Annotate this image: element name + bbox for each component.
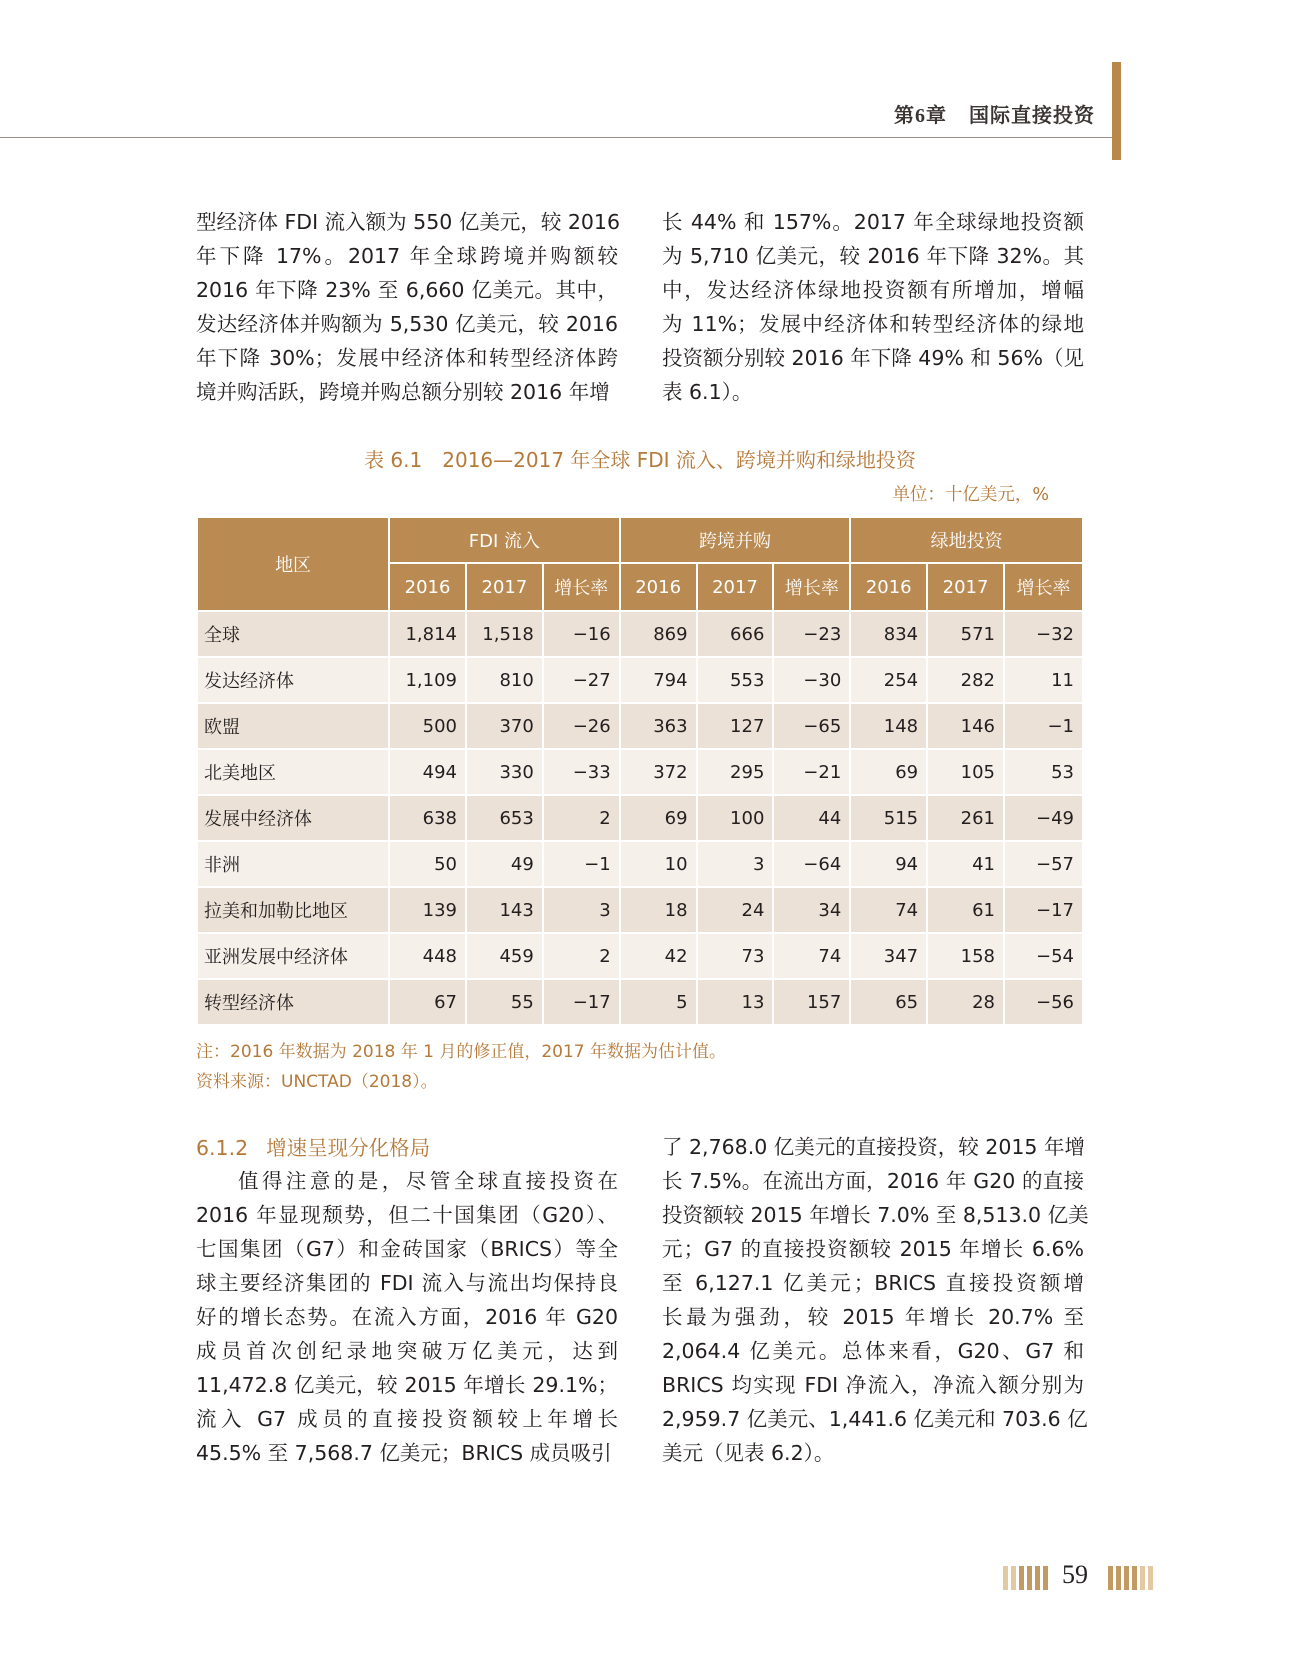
region-cell: 转型经济体 xyxy=(197,979,389,1025)
subheader-growth: 增长率 xyxy=(773,563,850,611)
value-cell: 363 xyxy=(620,703,697,749)
chapter-suffix: 章 xyxy=(926,103,947,127)
table-row xyxy=(197,703,1083,749)
value-cell: 148 xyxy=(850,703,927,749)
value-cell: 69 xyxy=(850,749,927,795)
value-cell: 13 xyxy=(697,979,774,1025)
value-cell: 127 xyxy=(697,703,774,749)
value-cell: 49 xyxy=(466,841,543,887)
value-cell: −49 xyxy=(1004,795,1083,841)
region-cell: 拉美和加勒比地区 xyxy=(197,887,389,933)
value-cell: 869 xyxy=(620,611,697,657)
value-cell: 494 xyxy=(389,749,466,795)
value-cell: 459 xyxy=(466,933,543,979)
paragraph-line: 好的增长态势。在流入方面，2016 年 G20 xyxy=(196,1305,618,1329)
region-cell: 非洲 xyxy=(197,841,389,887)
value-cell: 330 xyxy=(466,749,543,795)
value-cell: 638 xyxy=(389,795,466,841)
header-accent-bar xyxy=(1112,62,1121,160)
table-row xyxy=(197,611,1083,657)
value-cell: −30 xyxy=(773,657,850,703)
table-row xyxy=(197,841,1083,887)
value-cell: 347 xyxy=(850,933,927,979)
value-cell: −26 xyxy=(543,703,620,749)
region-cell: 发达经济体 xyxy=(197,657,389,703)
paragraph-line: 投资额较 2015 年增长 7.0% 至 8,513.0 亿美 xyxy=(662,1203,1089,1227)
value-cell: 42 xyxy=(620,933,697,979)
value-cell: 34 xyxy=(773,887,850,933)
paragraph-line: 长 7.5%。在流出方面，2016 年 G20 的直接 xyxy=(662,1169,1084,1193)
group-header-fdi: FDI 流入 xyxy=(389,517,620,563)
paragraph-line: 发达经济体并购额为 5,530 亿美元，较 2016 xyxy=(196,312,618,336)
value-cell: 74 xyxy=(773,933,850,979)
value-cell: 3 xyxy=(543,887,620,933)
value-cell: 653 xyxy=(466,795,543,841)
table-row xyxy=(197,979,1083,1025)
paragraph-line: 长最为强劲，较 2015 年增长 20.7% 至 xyxy=(662,1305,1084,1329)
right-column-bottom xyxy=(662,1130,1089,1470)
subheader-year-2017: 2017 xyxy=(697,563,774,611)
paragraph-line: 投资额分别较 2016 年下降 49% 和 56%（见 xyxy=(662,346,1084,370)
left-column-bottom xyxy=(196,1164,618,1470)
paragraph-line: 为 11%；发展中经济体和转型经济体的绿地 xyxy=(662,312,1084,336)
header-rule xyxy=(0,137,1112,138)
value-cell: 295 xyxy=(697,749,774,795)
value-cell: 67 xyxy=(389,979,466,1025)
fdi-table xyxy=(196,516,1084,1026)
value-cell: 18 xyxy=(620,887,697,933)
value-cell: 1,518 xyxy=(466,611,543,657)
region-cell: 亚洲发展中经济体 xyxy=(197,933,389,979)
value-cell: −32 xyxy=(1004,611,1083,657)
value-cell: 515 xyxy=(850,795,927,841)
paragraph-line: 11,472.8 亿美元，较 2015 年增长 29.1%； xyxy=(196,1373,618,1397)
value-cell: 553 xyxy=(697,657,774,703)
value-cell: 10 xyxy=(620,841,697,887)
value-cell: 2 xyxy=(543,795,620,841)
group-header-greenfield: 绿地投资 xyxy=(850,517,1083,563)
value-cell: 65 xyxy=(850,979,927,1025)
subheader-year-2017: 2017 xyxy=(927,563,1004,611)
value-cell: −56 xyxy=(1004,979,1083,1025)
right-column-top xyxy=(662,205,1084,409)
value-cell: −65 xyxy=(773,703,850,749)
region-cell: 北美地区 xyxy=(197,749,389,795)
value-cell: 61 xyxy=(927,887,1004,933)
paragraph-line: 了 2,768.0 亿美元的直接投资，较 2015 年增 xyxy=(662,1135,1085,1159)
value-cell: 28 xyxy=(927,979,1004,1025)
value-cell: 69 xyxy=(620,795,697,841)
section-title: 增速呈现分化格局 xyxy=(266,1136,431,1160)
value-cell: 794 xyxy=(620,657,697,703)
value-cell: −57 xyxy=(1004,841,1083,887)
value-cell: 158 xyxy=(927,933,1004,979)
value-cell: 53 xyxy=(1004,749,1083,795)
value-cell: −1 xyxy=(1004,703,1083,749)
paragraph-line: 长 44% 和 157%。2017 年全球绿地投资额 xyxy=(662,210,1084,234)
value-cell: 448 xyxy=(389,933,466,979)
value-cell: 500 xyxy=(389,703,466,749)
chapter-prefix: 第 xyxy=(894,103,915,127)
paragraph-line: 为 5,710 亿美元，较 2016 年下降 32%。其 xyxy=(662,244,1084,268)
value-cell: 372 xyxy=(620,749,697,795)
value-cell: −21 xyxy=(773,749,850,795)
value-cell: 105 xyxy=(927,749,1004,795)
value-cell: 834 xyxy=(850,611,927,657)
value-cell: 571 xyxy=(927,611,1004,657)
subheader-year-2016: 2016 xyxy=(850,563,927,611)
region-cell: 欧盟 xyxy=(197,703,389,749)
paragraph-line: 至 6,127.1 亿美元；BRICS 直接投资额增 xyxy=(662,1271,1084,1295)
value-cell: 100 xyxy=(697,795,774,841)
paragraph-line: 年下降 17%。2017 年全球跨境并购额较 xyxy=(196,244,618,268)
value-cell: 11 xyxy=(1004,657,1083,703)
paragraph-line: 值得注意的是，尽管全球直接投资在 xyxy=(238,1169,618,1193)
paragraph-line: 球主要经济集团的 FDI 流入与流出均保持良 xyxy=(196,1271,618,1295)
table-note: 注：2016 年数据为 2018 年 1 月的修正值，2017 年数据为估计值。 xyxy=(196,1042,727,1062)
value-cell: −17 xyxy=(543,979,620,1025)
table-caption: 表 6.1 2016—2017 年全球 FDI 流入、跨境并购和绿地投资 xyxy=(364,448,916,472)
value-cell: 282 xyxy=(927,657,1004,703)
value-cell: 3 xyxy=(697,841,774,887)
paragraph-line: 年下降 30%；发展中经济体和转型经济体跨 xyxy=(196,346,618,370)
value-cell: 55 xyxy=(466,979,543,1025)
subheader-growth: 增长率 xyxy=(543,563,620,611)
region-cell: 发展中经济体 xyxy=(197,795,389,841)
paragraph-line: 中，发达经济体绿地投资额有所增加，增幅 xyxy=(662,278,1084,302)
chapter-title: 国际直接投资 xyxy=(969,103,1095,127)
paragraph-line: 表 6.1）。 xyxy=(662,380,753,404)
paragraph-line: 七国集团（G7）和金砖国家（BRICS）等全 xyxy=(196,1237,618,1261)
left-column-top xyxy=(196,205,621,409)
value-cell: 44 xyxy=(773,795,850,841)
value-cell: 810 xyxy=(466,657,543,703)
value-cell: 261 xyxy=(927,795,1004,841)
page-number: 59 xyxy=(1062,1560,1088,1589)
chapter-number: 6 xyxy=(915,105,926,127)
subheader-year-2016: 2016 xyxy=(620,563,697,611)
table-row xyxy=(197,749,1083,795)
paragraph-line: BRICS 均实现 FDI 净流入，净流入额分别为 xyxy=(662,1373,1084,1397)
paragraph-line: 型经济体 FDI 流入额为 550 亿美元，较 2016 xyxy=(196,210,621,234)
value-cell: 73 xyxy=(697,933,774,979)
value-cell: 1,109 xyxy=(389,657,466,703)
value-cell: 50 xyxy=(389,841,466,887)
paragraph-line: 2,959.7 亿美元、1,441.6 亿美元和 703.6 亿 xyxy=(662,1407,1088,1431)
section-heading xyxy=(196,1131,430,1161)
section-number: 6.1.2 xyxy=(196,1136,249,1160)
value-cell: 41 xyxy=(927,841,1004,887)
table-unit: 单位：十亿美元，% xyxy=(892,485,1049,505)
paragraph-line: 境并购活跃，跨境并购总额分别较 2016 年增 xyxy=(196,380,610,404)
paragraph-line: 流入 G7 成员的直接投资额较上年增长 xyxy=(196,1407,618,1431)
value-cell: 370 xyxy=(466,703,543,749)
folio-bars-right xyxy=(1108,1566,1153,1590)
table-row xyxy=(197,933,1083,979)
paragraph-line: 2,064.4 亿美元。总体来看，G20、G7 和 xyxy=(662,1339,1084,1363)
value-cell: 143 xyxy=(466,887,543,933)
value-cell: −17 xyxy=(1004,887,1083,933)
subheader-growth: 增长率 xyxy=(1004,563,1083,611)
value-cell: 24 xyxy=(697,887,774,933)
paragraph-line: 美元（见表 6.2）。 xyxy=(662,1441,835,1465)
subheader-year-2016: 2016 xyxy=(389,563,466,611)
paragraph-line: 成员首次创纪录地突破万亿美元，达到 xyxy=(196,1339,618,1363)
value-cell: 5 xyxy=(620,979,697,1025)
subheader-year-2017: 2017 xyxy=(466,563,543,611)
paragraph-line: 元；G7 的直接投资额较 2015 年增长 6.6% xyxy=(662,1237,1084,1261)
value-cell: 146 xyxy=(927,703,1004,749)
value-cell: −64 xyxy=(773,841,850,887)
paragraph-line: 2016 年下降 23% 至 6,660 亿美元。其中， xyxy=(196,278,618,302)
value-cell: −33 xyxy=(543,749,620,795)
value-cell: 74 xyxy=(850,887,927,933)
paragraph-line: 45.5% 至 7,568.7 亿美元；BRICS 成员吸引 xyxy=(196,1441,612,1465)
region-header: 地区 xyxy=(197,517,389,611)
value-cell: −23 xyxy=(773,611,850,657)
value-cell: −16 xyxy=(543,611,620,657)
value-cell: −54 xyxy=(1004,933,1083,979)
table-body xyxy=(197,611,1083,1025)
table-row xyxy=(197,795,1083,841)
table-row xyxy=(197,657,1083,703)
paragraph-line: 2016 年显现颓势，但二十国集团（G20）、 xyxy=(196,1203,618,1227)
table-source: 资料来源：UNCTAD（2018）。 xyxy=(196,1072,438,1092)
value-cell: 157 xyxy=(773,979,850,1025)
value-cell: 94 xyxy=(850,841,927,887)
value-cell: −1 xyxy=(543,841,620,887)
value-cell: −27 xyxy=(543,657,620,703)
value-cell: 139 xyxy=(389,887,466,933)
folio-bars-left xyxy=(1003,1566,1048,1590)
group-header-mna: 跨境并购 xyxy=(620,517,851,563)
value-cell: 2 xyxy=(543,933,620,979)
region-cell: 全球 xyxy=(197,611,389,657)
table-row xyxy=(197,887,1083,933)
value-cell: 666 xyxy=(697,611,774,657)
value-cell: 254 xyxy=(850,657,927,703)
running-header xyxy=(894,99,1095,128)
value-cell: 1,814 xyxy=(389,611,466,657)
